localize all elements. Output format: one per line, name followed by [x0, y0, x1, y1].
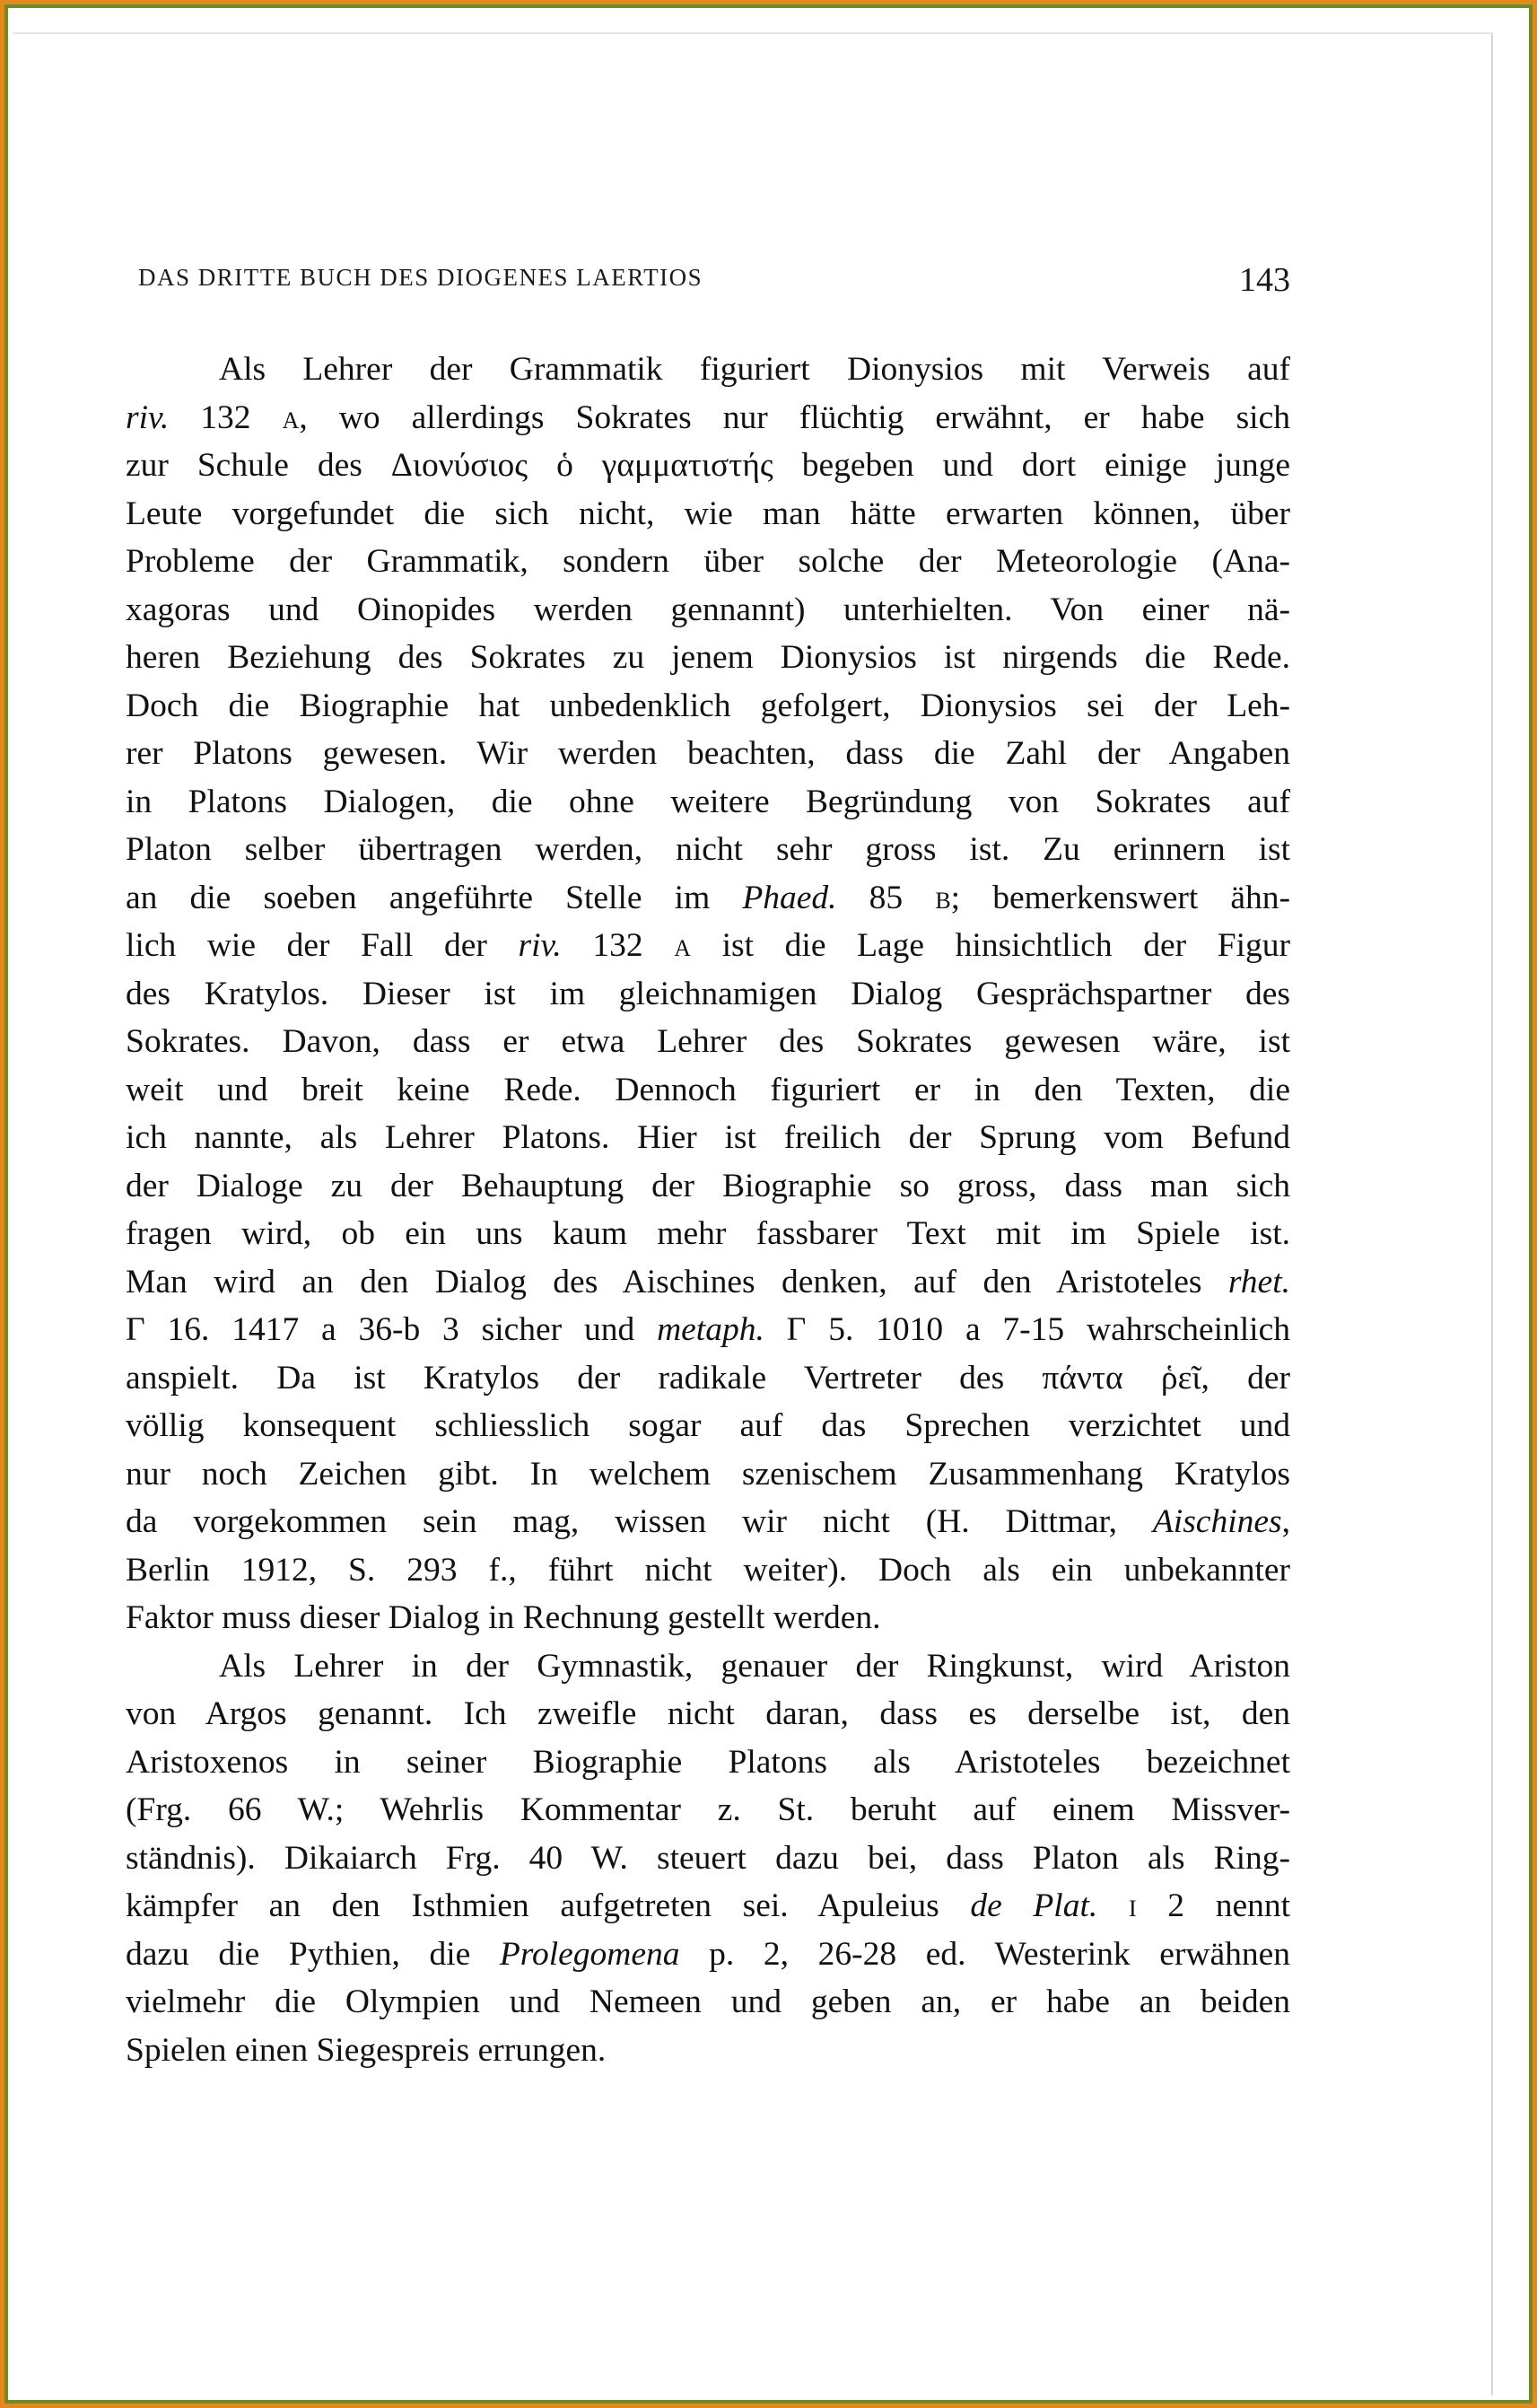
text-run: Γ 5. 1010 a 7-15 wahrscheinlich [764, 1311, 1290, 1348]
text-line [126, 1690, 1290, 1738]
text-line [126, 1402, 1290, 1450]
text-run: , wo allerdings Sokrates nur flüchtig erwähnt, er habe sich [299, 398, 1290, 436]
italic-text: riv. [518, 927, 562, 964]
text-line [126, 1162, 1290, 1211]
text-run: , [1281, 1503, 1290, 1540]
text-run: Platon selber übertragen werden, nicht sehr gross ist. Zu erinnern ist [126, 831, 1290, 868]
text-run: ich nannte, als Lehrer Platons. Hier ist freilich der Sprung vom Befund [126, 1119, 1290, 1156]
text-run: Γ 16. 1417 a 36-b 3 sicher und [126, 1311, 658, 1348]
text-run: des Kratylos. Dieser ist im gleichnamigen Dialog Gesprächspartner des [126, 975, 1290, 1012]
text-line [126, 1498, 1290, 1546]
italic-text: rhet. [1227, 1263, 1290, 1300]
text-line [126, 1786, 1290, 1834]
text-run: anspielt. Da ist Kratylos der radikale Vertreter des [126, 1359, 1043, 1397]
text-line [126, 1642, 1290, 1691]
text-line [126, 682, 1290, 731]
text-line [126, 1018, 1290, 1066]
small-caps-text: a [674, 927, 692, 964]
text-line [126, 1258, 1290, 1307]
body-text [126, 346, 1290, 2074]
text-run: πάντα ῥεῖ [1042, 1359, 1201, 1397]
text-run: weit und breit keine Rede. Dennoch figuriert er in den Texten, die [126, 1071, 1290, 1108]
text-line [126, 490, 1290, 539]
text-line [126, 1306, 1290, 1354]
small-caps-text: i [1128, 1887, 1137, 1924]
text-line [126, 1738, 1290, 1787]
text-run: von Argos genannt. Ich zweifle nicht daran, dass es derselbe ist, den [126, 1695, 1290, 1732]
text-line [126, 1594, 1290, 1642]
text-run: Doch die Biographie hat unbedenklich gefolgert, Dionysios sei der Leh- [126, 687, 1290, 724]
text-line [126, 442, 1290, 490]
text-line [126, 922, 1290, 970]
text-line [126, 874, 1290, 923]
italic-text: riv. [126, 398, 170, 436]
text-run: Man wird an den Dialog des Aischines denken, auf den Aristoteles [126, 1263, 1228, 1300]
text-run: Faktor muss dieser Dialog in Rechnung gestellt werden. [126, 1599, 881, 1636]
text-line [126, 346, 1290, 394]
text-line [126, 1114, 1290, 1162]
text-line [126, 1834, 1290, 1883]
text-run: Als Lehrer der Grammatik figuriert Dionysios mit Verweis auf [219, 351, 1290, 388]
text-run: völlig konsequent schliesslich sogar auf das Sprechen verzichtet und [126, 1407, 1290, 1444]
text-run: begeben und dort einige junge [773, 447, 1291, 484]
text-line [126, 970, 1290, 1019]
text-line [126, 1210, 1290, 1258]
text-run: 2 nennt [1136, 1887, 1291, 1924]
text-run: 85 [836, 879, 936, 916]
text-run: nur noch Zeichen gibt. In welchem szenischem Zusammenhang Kratylos [126, 1455, 1290, 1493]
text-run: da vorgekommen sein mag, wissen wir nicht (H. Dittmar, [126, 1503, 1153, 1540]
text-run: xagoras und Oinopides werden gennannt) unterhielten. Von einer nä- [126, 591, 1290, 628]
text-line [126, 730, 1290, 778]
italic-text: metaph. [657, 1311, 764, 1348]
text-run: ist die Lage hinsichtlich der Figur [691, 927, 1290, 964]
text-line [126, 1450, 1290, 1499]
small-caps-text: b [935, 879, 951, 916]
text-run: Aristoxenos in seiner Biographie Platons als Aristoteles bezeichnet [126, 1743, 1290, 1781]
text-line [126, 1978, 1290, 2027]
text-line [126, 1882, 1290, 1931]
text-line [126, 634, 1290, 682]
text-run: fragen wird, ob ein uns kaum mehr fassbarer Text mit im Spiele ist. [126, 1215, 1290, 1252]
text-run: der Dialoge zu der Behauptung der Biographie so gross, dass man sich [126, 1167, 1290, 1204]
text-run: Probleme der Grammatik, sondern über solche der Meteorologie (Ana- [126, 543, 1290, 580]
text-run: (Frg. 66 W.; Wehrlis Kommentar z. St. beruht auf einem Missver- [126, 1791, 1290, 1828]
italic-text: Prolegomena [499, 1935, 680, 1973]
text-run: dazu die Pythien, die [126, 1935, 500, 1973]
text-line [126, 2027, 1290, 2075]
italic-text: de Plat. [970, 1887, 1098, 1924]
page-header [138, 260, 1290, 300]
text-run: in Platons Dialogen, die ohne weitere Begründung von Sokrates auf [126, 783, 1290, 820]
text-line [126, 394, 1290, 442]
text-line [126, 826, 1290, 874]
text-run: Spielen einen Siegespreis errungen. [126, 2031, 607, 2069]
italic-text: Aischines [1152, 1503, 1282, 1540]
text-run: lich wie der Fall der [126, 927, 519, 964]
text-run: rer Platons gewesen. Wir werden beachten, dass die Zahl der Angaben [126, 735, 1290, 772]
italic-text: Phaed. [742, 879, 837, 916]
text-run: Sokrates. Davon, dass er etwa Lehrer des Sokrates gewesen wäre, ist [126, 1023, 1290, 1060]
text-line [126, 778, 1290, 827]
text-run: ständnis). Dikaiarch Frg. 40 W. steuert dazu bei, dass Platon als Ring- [126, 1839, 1290, 1877]
text-run: kämpfer an den Isthmien aufgetreten sei. Apuleius [126, 1887, 971, 1924]
page-edge-top [13, 32, 1493, 34]
text-line [126, 586, 1290, 635]
text-run: Διονύσιος ὁ γαμματιστής [390, 447, 773, 484]
text-run: an die soeben angeführte Stelle im [126, 879, 743, 916]
text-run: p. 2, 26-28 ed. Westerink erwähnen [679, 1935, 1290, 1973]
text-run: vielmehr die Olympien und Nemeen und geben an, er habe an beiden [126, 1983, 1290, 2020]
text-run: Leute vorgefundet die sich nicht, wie man hätte erwarten können, über [126, 495, 1290, 532]
running-head: DAS DRITTE BUCH DES DIOGENES LAERTIOS [138, 264, 703, 291]
text-line [126, 1931, 1290, 1979]
text-line [126, 1546, 1290, 1595]
text-line [126, 538, 1290, 586]
small-caps-text: a [282, 398, 300, 436]
text-run: Als Lehrer in der Gymnastik, genauer der Ringkunst, wird Ariston [219, 1647, 1290, 1685]
page-edge-right [1491, 34, 1493, 2395]
page-number: 143 [1239, 261, 1290, 299]
text-run: zur Schule des [126, 447, 391, 484]
text-line [126, 1354, 1290, 1403]
text-run: 132 [169, 398, 283, 436]
text-run: Berlin 1912, S. 293 f., führt nicht weiter). Doch als ein unbekannter [126, 1551, 1290, 1589]
text-run: 132 [561, 927, 675, 964]
text-line [126, 1066, 1290, 1115]
text-run: , der [1201, 1359, 1290, 1397]
text-run: ; bemerkenswert ähn- [950, 879, 1291, 916]
text-run [1097, 1887, 1129, 1924]
text-run: heren Beziehung des Sokrates zu jenem Dionysios ist nirgends die Rede. [126, 639, 1290, 676]
